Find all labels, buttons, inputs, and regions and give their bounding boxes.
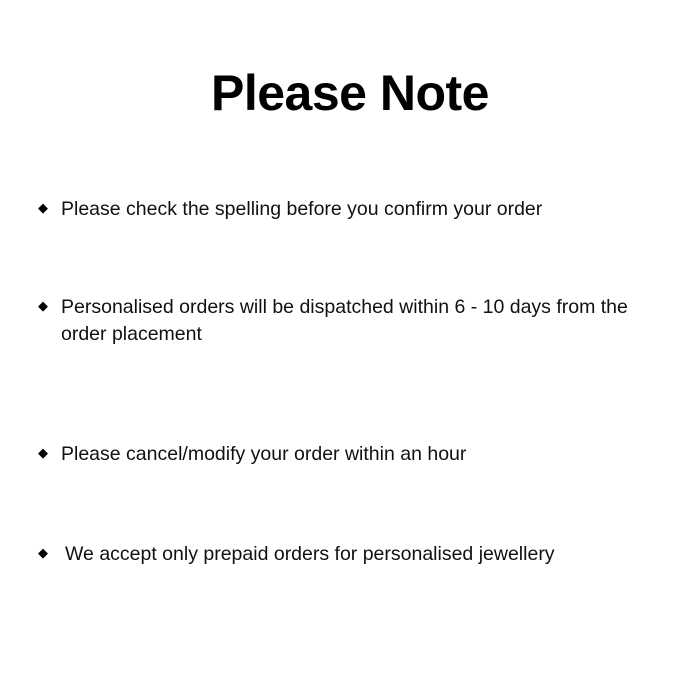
diamond-bullet-icon: ◆ bbox=[38, 544, 48, 560]
list-item-text: Please cancel/modify your order within an hour bbox=[61, 443, 467, 466]
list-item-text: Personalised orders will be dispatched within 6 - 10 days from the order placement bbox=[61, 295, 628, 346]
list-item bbox=[38, 441, 670, 469]
notes-list bbox=[38, 196, 670, 568]
diamond-bullet-icon: ◆ bbox=[38, 297, 48, 313]
page-title: Please Note bbox=[211, 65, 489, 121]
list-item bbox=[38, 196, 670, 224]
diamond-bullet-icon: ◆ bbox=[38, 445, 48, 461]
list-item-text: We accept only prepaid orders for personalised jewellery bbox=[65, 542, 555, 565]
list-item-text: Please check the spelling before you confirm your order bbox=[61, 198, 543, 220]
diamond-bullet-icon: ◆ bbox=[38, 200, 48, 215]
list-item bbox=[38, 294, 670, 349]
list-item bbox=[38, 541, 670, 569]
